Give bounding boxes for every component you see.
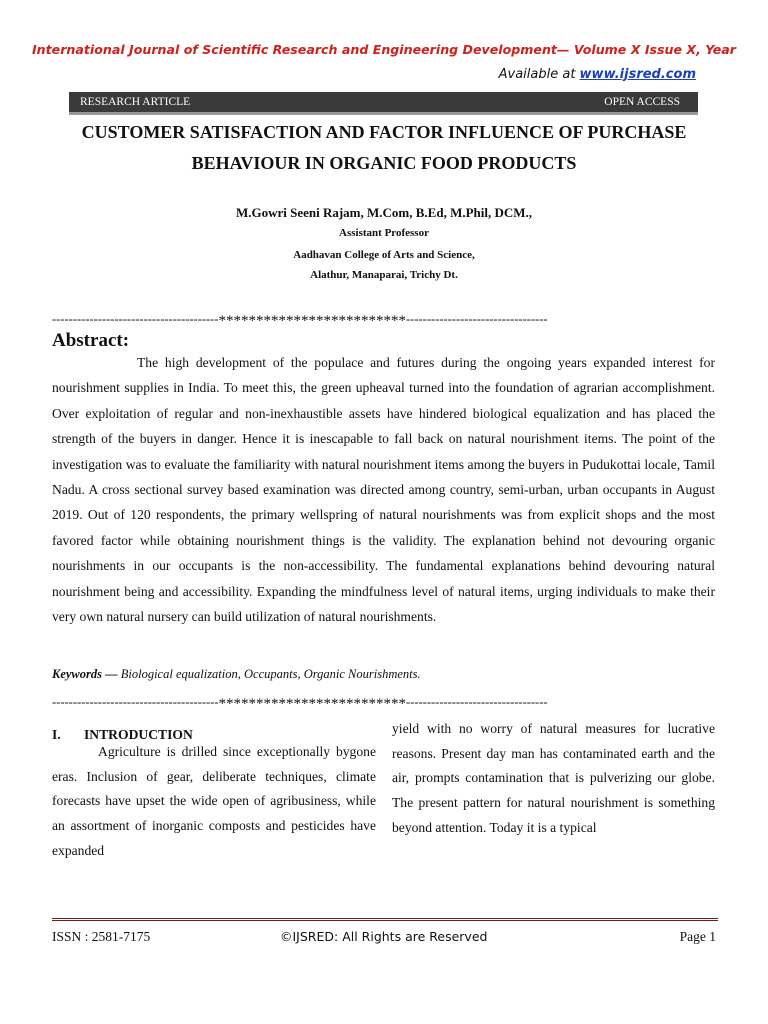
journal-url-link[interactable]: www.ijsred.com — [579, 67, 696, 82]
separator-stars: ************************* — [218, 313, 407, 328]
keywords-text: Biological equalization, Occupants, Organic Nourishments. — [117, 667, 421, 681]
section-separator — [52, 694, 718, 711]
author-institution: Aadhavan College of Arts and Science, — [293, 249, 475, 261]
keywords-line — [52, 667, 421, 682]
section-number: I. — [52, 727, 61, 742]
separator-dashes-left: ---------------------------------------- — [52, 312, 219, 326]
article-type-label: RESEARCH ARTICLE — [80, 96, 191, 108]
section-separator — [52, 311, 718, 328]
abstract-body: The high development of the populace and futures during the ongoing years expanded interest for nourishment supplies in India. To meet this, the green upheaval turned into the foundation of agrarian accomplishment. Over exploitation of regular and non-inexhaustible assets have hindered biological equalization and has placed the strength of the buyers in danger. Hence it is inescapable to fall back on natural nourishment items. The point of the investigation was to evaluate the familiarity with natural nourishment items among the buyers in Pudukottai locale, Tamil Nadu. A cross sectional survey based examination was directed among country, semi-urban, urban occupants in August 2019. Out of 120 respondents, the primary wellspring of natural nourishments was from explicit shops and the most favored factor while obtaining nourishment things is the validity. The explanation behind not devouring organic nourishments in our occupants is the non-accessibility. The fundamental explanations behind devouring natural nourishment being and accessibility. Expanding the mindfulness level of natural items, urging individuals to make their very own natural nursery can build utilization of natural nourishments. — [52, 355, 715, 625]
separator-dashes-right: ---------------------------------- — [406, 312, 548, 326]
footer-copyright: ©IJSRED: All Rights are Reserved — [280, 929, 488, 944]
introduction-right-column: yield with no worry of natural measures for lucrative reasons. Present day man has contaminated earth and the air, prompts contamination that is pulverizing our globe. The present pattern for natural nourishment is something beyond attention. Today it is a typical — [392, 721, 715, 835]
available-prefix: Available at — [498, 67, 580, 82]
separator-dashes-left: ---------------------------------------- — [52, 695, 219, 709]
abstract-heading: Abstract: — [52, 330, 130, 351]
author-position: Assistant Professor — [339, 227, 429, 239]
availability-line — [499, 67, 696, 82]
footer-issn: ISSN : 2581-7175 — [52, 929, 151, 944]
keywords-label: Keywords — — [52, 667, 118, 681]
journal-header: International Journal of Scientific Research and Engineering Development— Volume X Issue X, Year — [31, 42, 737, 57]
article-banner — [69, 92, 698, 115]
separator-stars: ************************* — [218, 696, 407, 711]
author-name: M.Gowri Seeni Rajam, M.Com, B.Ed, M.Phil, DCM., — [235, 205, 533, 220]
open-access-label: OPEN ACCESS — [604, 96, 680, 108]
section-title: INTRODUCTION — [84, 727, 193, 742]
footer-page-number: Page 1 — [679, 929, 716, 944]
separator-dashes-right: ---------------------------------- — [406, 695, 548, 709]
paper-title: CUSTOMER SATISFACTION AND FACTOR INFLUENCE OF PURCHASE BEHAVIOUR IN ORGANIC FOOD PRODUCTS — [81, 122, 687, 173]
introduction-left-column: Agriculture is drilled since exceptionally bygone eras. Inclusion of gear, deliberate techniques, climate forecasts have upset the wide open of agribusiness, while an assortment of inorganic composts and pesticides have expanded — [52, 744, 376, 858]
author-location: Alathur, Manaparai, Trichy Dt. — [310, 269, 458, 281]
footer-divider — [52, 918, 718, 921]
